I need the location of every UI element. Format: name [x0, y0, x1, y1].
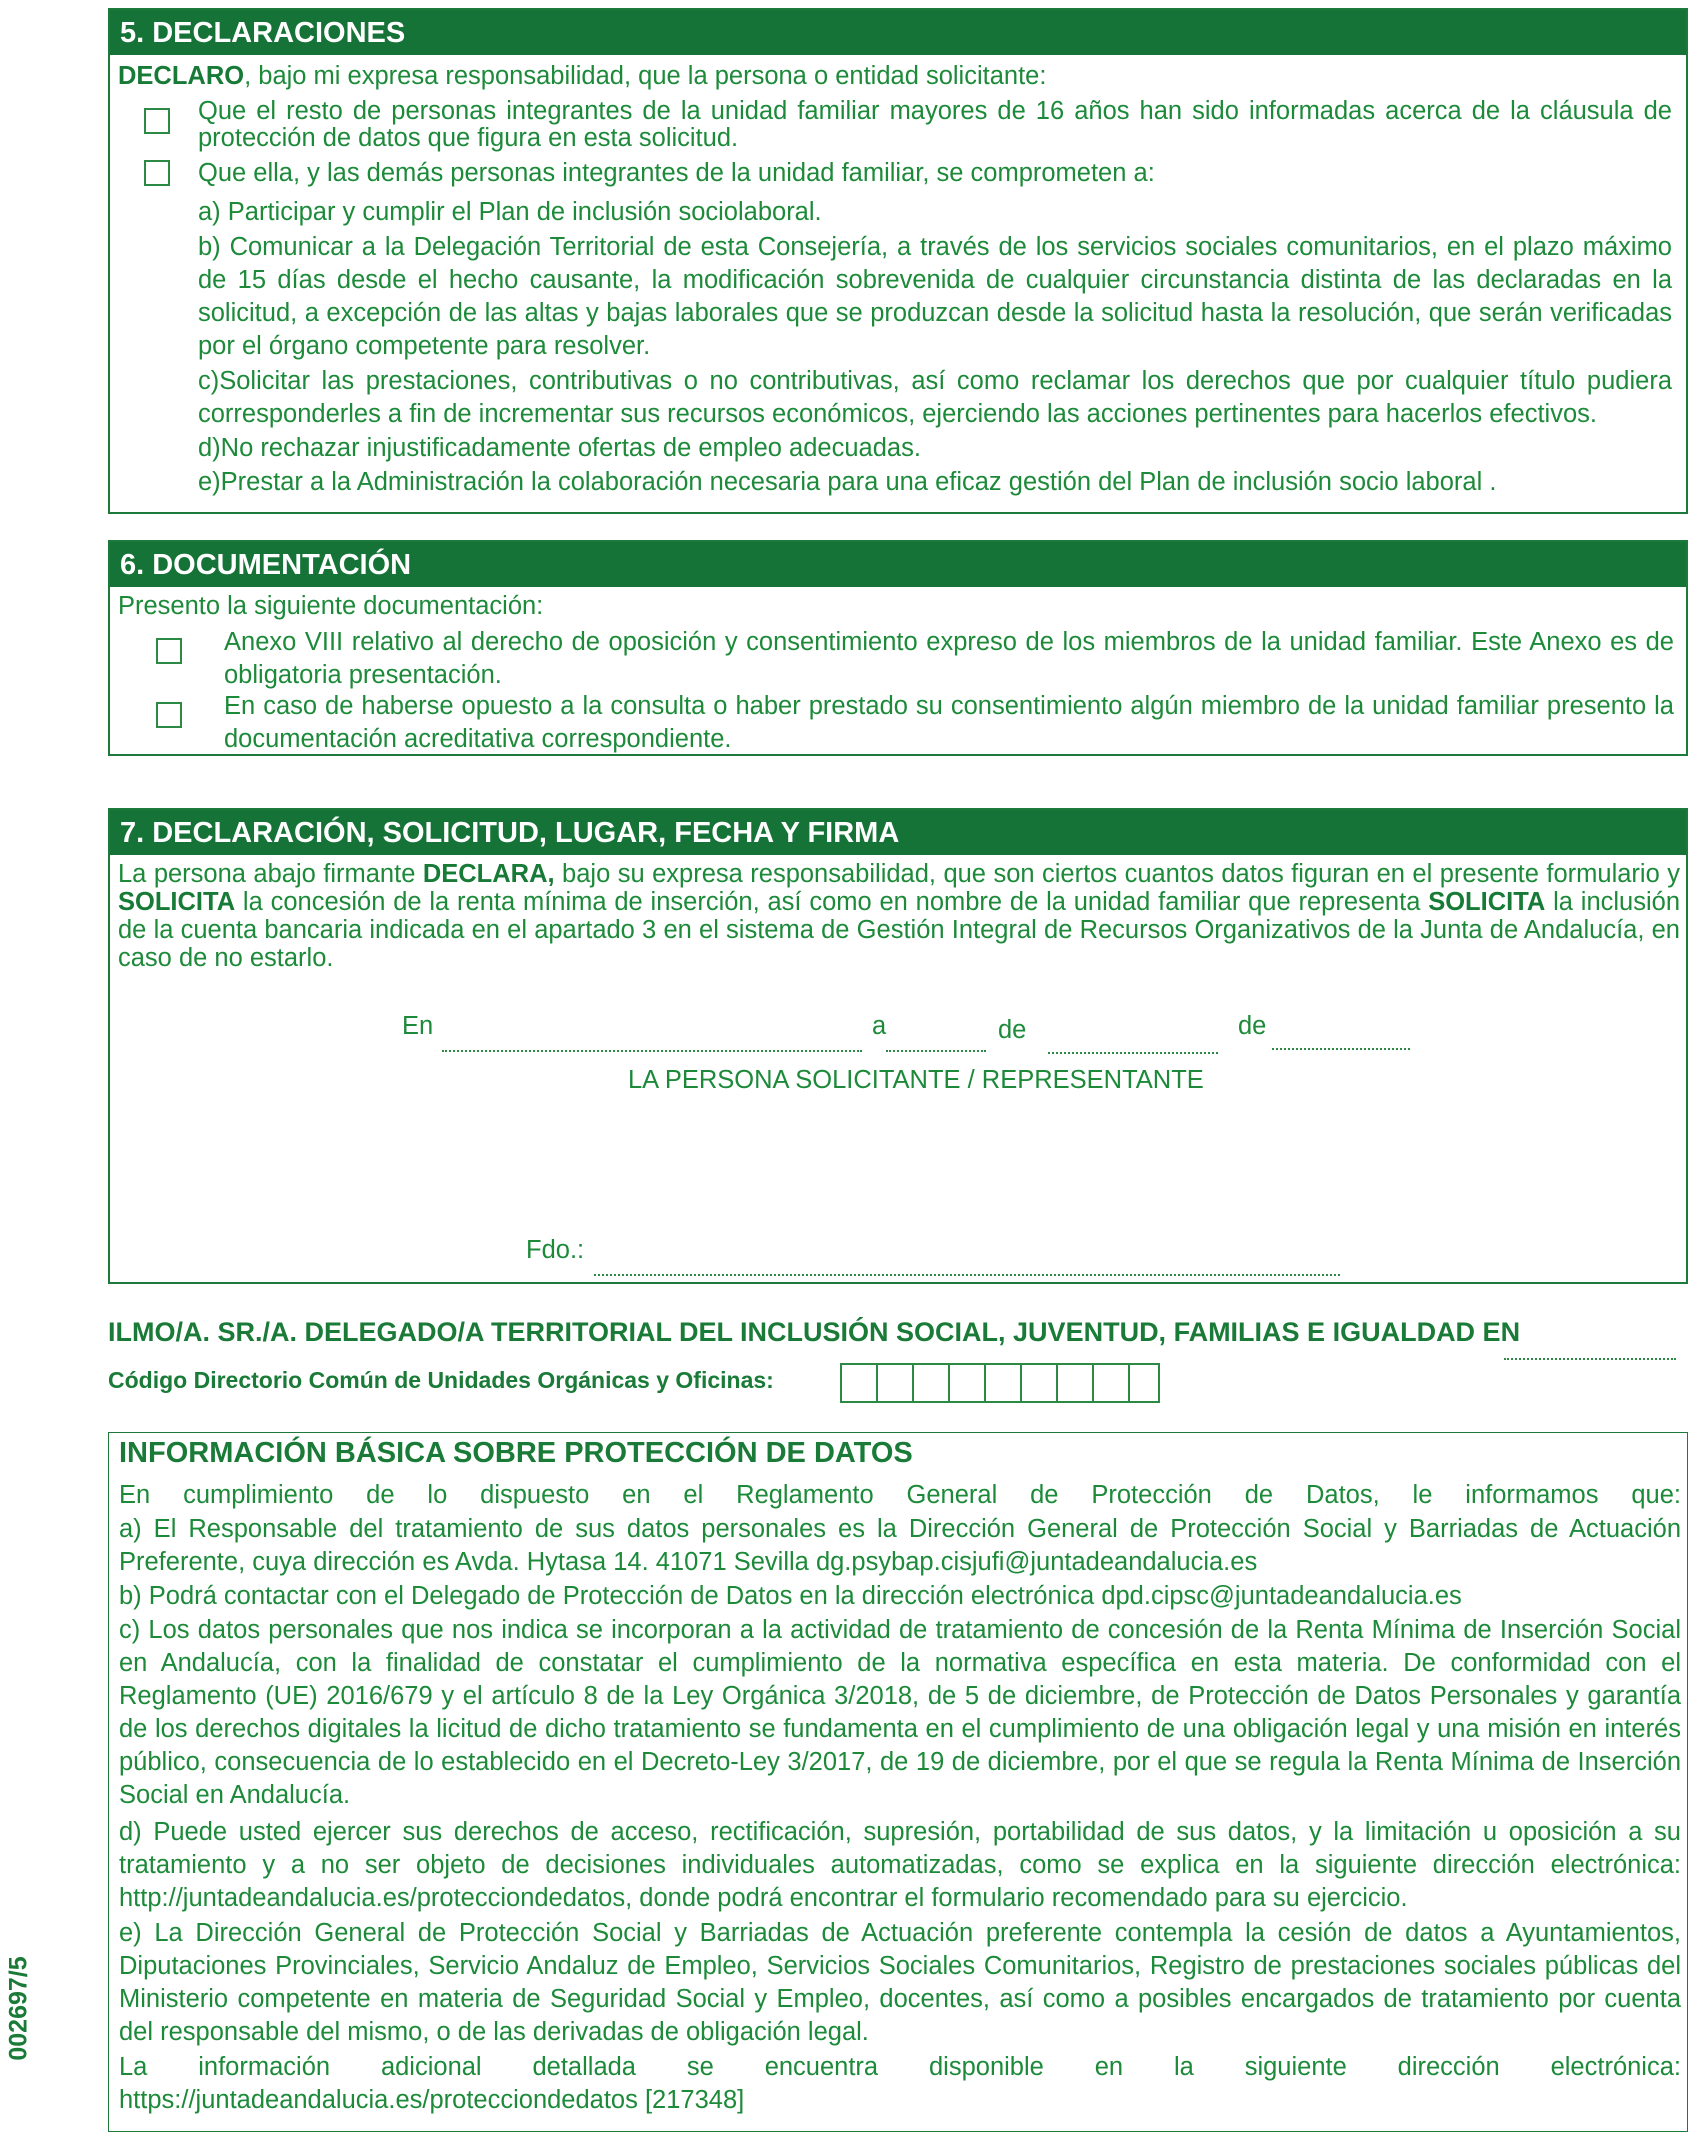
section-firma	[108, 808, 1688, 1284]
signature-field[interactable]	[594, 1254, 1340, 1276]
acreditativa-text: En caso de haberse opuesto a la consulta o haber prestado su consentimiento algún miembro de la unidad familiar presento la documentación acreditativa correspondiente.	[224, 692, 1674, 753]
commit-a: a) Participar y cumplir el Plan de inclusión sociolaboral.	[198, 198, 822, 226]
section-documentacion	[108, 540, 1688, 756]
privacy-c: c) Los datos personales que nos indica se incorporan a la actividad de tratamiento de concesión de la Renta Mínima de Inserción Social en Andalucía, con la finalidad de constatar el cumplimiento de la normativa específica en esta materia. De conformidad con el Reglamento (UE) 2016/679 y el artículo 8 de la Ley Orgánica 3/2018, de 5 de diciembre, de Protección de Datos Personales y garantía de los derechos digitales la licitud de dicho tratamiento se fundamenta en el cumplimiento de una obligación legal y una misión en interés público, consecuencia de lo establecido en el Decreto-Ley 3/2017, de 19 de diciembre, por el que se regula la Renta Mínima de Inserción Social en Andalucía.	[119, 1616, 1681, 1809]
decl-part2: bajo su expresa responsabilidad, que son ciertos cuantos datos figuran en el presente formulario y	[554, 860, 1680, 888]
declaro-intro	[118, 60, 1668, 93]
declaro-keyword: DECLARO	[118, 62, 245, 90]
day-label: a	[872, 1012, 887, 1040]
commit-c: c)Solicitar las prestaciones, contributivas o no contributivas, así como reclamar los derechos que por cualquier título pudiera corresponderles a fin de incrementar sus recursos económicos, ejerciendo las acciones pertinentes para hacerlos efectivos.	[198, 367, 1672, 428]
commit-b: b) Comunicar a la Delegación Territorial de esta Consejería, a través de los servicios sociales comunitarios, en el plazo máximo de 15 días desde el hecho causante, la modificación sobrevenida de cualquier circunstancia distinta de las declaradas en la solicitud, a excepción de las altas y bajas laborales que se produzcan desde la solicitud hasta la resolución, que serán verificadas por el órgano competente para resolver.	[198, 233, 1672, 360]
checkbox-acreditativa[interactable]	[156, 702, 182, 728]
section-declaraciones	[108, 8, 1688, 514]
code-boxes[interactable]	[840, 1363, 1160, 1403]
privacy-b: b) Podrá contactar con el Delegado de Protección de Datos en la dirección electrónica dpd.cipsc@juntadeandalucia.es	[119, 1582, 1462, 1610]
option-commit-text: Que ella, y las demás personas integrantes de la unidad familiar, se comprometen a:	[198, 159, 1155, 187]
commit-e: e)Prestar a la Administración la colaboración necesaria para una eficaz gestión del Plan de inclusión socio laboral .	[198, 468, 1497, 496]
section-title: 5. DECLARACIONES	[110, 10, 1686, 55]
privacy-more: La información adicional detallada se encuentra disponible en la siguiente dirección electrónica: https://juntadeandalucia.es/protecciondedatos [217348]	[119, 2053, 1681, 2114]
section-proteccion-datos	[108, 1432, 1688, 2132]
checkbox-informed[interactable]	[144, 108, 170, 134]
month-label: de	[998, 1016, 1027, 1044]
signature-label: Fdo.:	[526, 1236, 585, 1264]
form-code: 002697/5	[4, 1956, 33, 2061]
day-field[interactable]	[886, 1030, 986, 1052]
year-field[interactable]	[1272, 1028, 1410, 1050]
commit-d: d)No rechazar injustificadamente ofertas de empleo adecuadas.	[198, 434, 921, 462]
checkbox-anexo-viii[interactable]	[156, 638, 182, 664]
anexo-viii-text: Anexo VIII relativo al derecho de oposición y consentimiento expreso de los miembros de la unidad familiar. Este Anexo es de obligatoria presentación.	[224, 628, 1674, 689]
section-title: 7. DECLARACIÓN, SOLICITUD, LUGAR, FECHA Y FIRMA	[110, 810, 1686, 855]
solicita-keyword: SOLICITA	[118, 888, 236, 916]
year-label: de	[1238, 1012, 1267, 1040]
signer-caption: LA PERSONA SOLICITANTE / REPRESENTANTE	[628, 1066, 1204, 1094]
privacy-d: d) Puede usted ejercer sus derechos de acceso, rectificación, supresión, portabilidad de sus datos, y la limitación u oposición a su tratamiento y a no ser objeto de decisiones individuales automatizadas, como se explica en la siguiente dirección electrónica: http://juntadeandalucia.es/protecciondedatos, donde podrá encontrar el formulario recomendado para su ejercicio.	[119, 1818, 1681, 1912]
privacy-title: INFORMACIÓN BÁSICA SOBRE PROTECCIÓN DE DATOS	[119, 1437, 913, 1469]
place-label: En	[402, 1012, 434, 1040]
declara-keyword: DECLARA,	[422, 860, 555, 888]
decl-part3: la concesión de la renta mínima de inserción, así como en nombre de la unidad familiar que representa	[235, 888, 1429, 916]
option-informed-text: Que el resto de personas integrantes de la unidad familiar mayores de 16 años han sido informadas acerca de la cláusula de protección de datos que figura en esta solicitud.	[198, 97, 1672, 152]
privacy-a: a) El Responsable del tratamiento de sus datos personales es la Dirección General de Protección Social y Barriadas de Actuación Preferente, cuya dirección es Avda. Hytasa 14. 41071 Sevilla dg.psybap.cisjufi@juntadeandalucia.es	[119, 1515, 1681, 1576]
recipient-title: ILMO/A. SR./A. DELEGADO/A TERRITORIAL DEL INCLUSIÓN SOCIAL, JUVENTUD, FAMILIAS E IGUALDAD EN	[108, 1317, 1521, 1347]
place-field[interactable]	[442, 1030, 862, 1052]
code-label: Código Directorio Común de Unidades Orgánicas y Oficinas:	[108, 1367, 774, 1393]
decl-part1: La persona abajo firmante	[118, 860, 423, 888]
documentation-intro: Presento la siguiente documentación:	[118, 592, 544, 620]
privacy-e: e) La Dirección General de Protección Social y Barriadas de Actuación preferente contempla la cesión de datos a Ayuntamientos, Diputaciones Provinciales, Servicio Andaluz de Empleo, Servicios Sociales Comunitarios, Registro de prestaciones sociales públicas del Ministerio competente en materia de Seguridad Social y Empleo, docentes, así como a posibles encargados de tratamiento por cuenta del responsable del mismo, o de las derivadas de obligación legal.	[119, 1919, 1681, 2046]
section-title: 6. DOCUMENTACIÓN	[110, 542, 1686, 587]
privacy-intro: En cumplimiento de lo dispuesto en el Reglamento General de Protección de Datos, le informamos que:	[119, 1481, 1681, 1509]
solicita-keyword-2: SOLICITA	[1428, 888, 1546, 916]
declaration-paragraph	[118, 860, 1680, 972]
recipient-province-field[interactable]	[1504, 1338, 1676, 1360]
decl-part4: la inclusión de la cuenta bancaria indicada en el apartado 3 en el sistema de Gestión Integral de Recursos Organizativos de la Junta de Andalucía, en caso de no estarlo.	[118, 888, 1681, 972]
month-field[interactable]	[1048, 1032, 1218, 1054]
checkbox-commit[interactable]	[144, 160, 170, 186]
declaro-text: , bajo mi expresa responsabilidad, que la persona o entidad solicitante:	[244, 62, 1047, 90]
